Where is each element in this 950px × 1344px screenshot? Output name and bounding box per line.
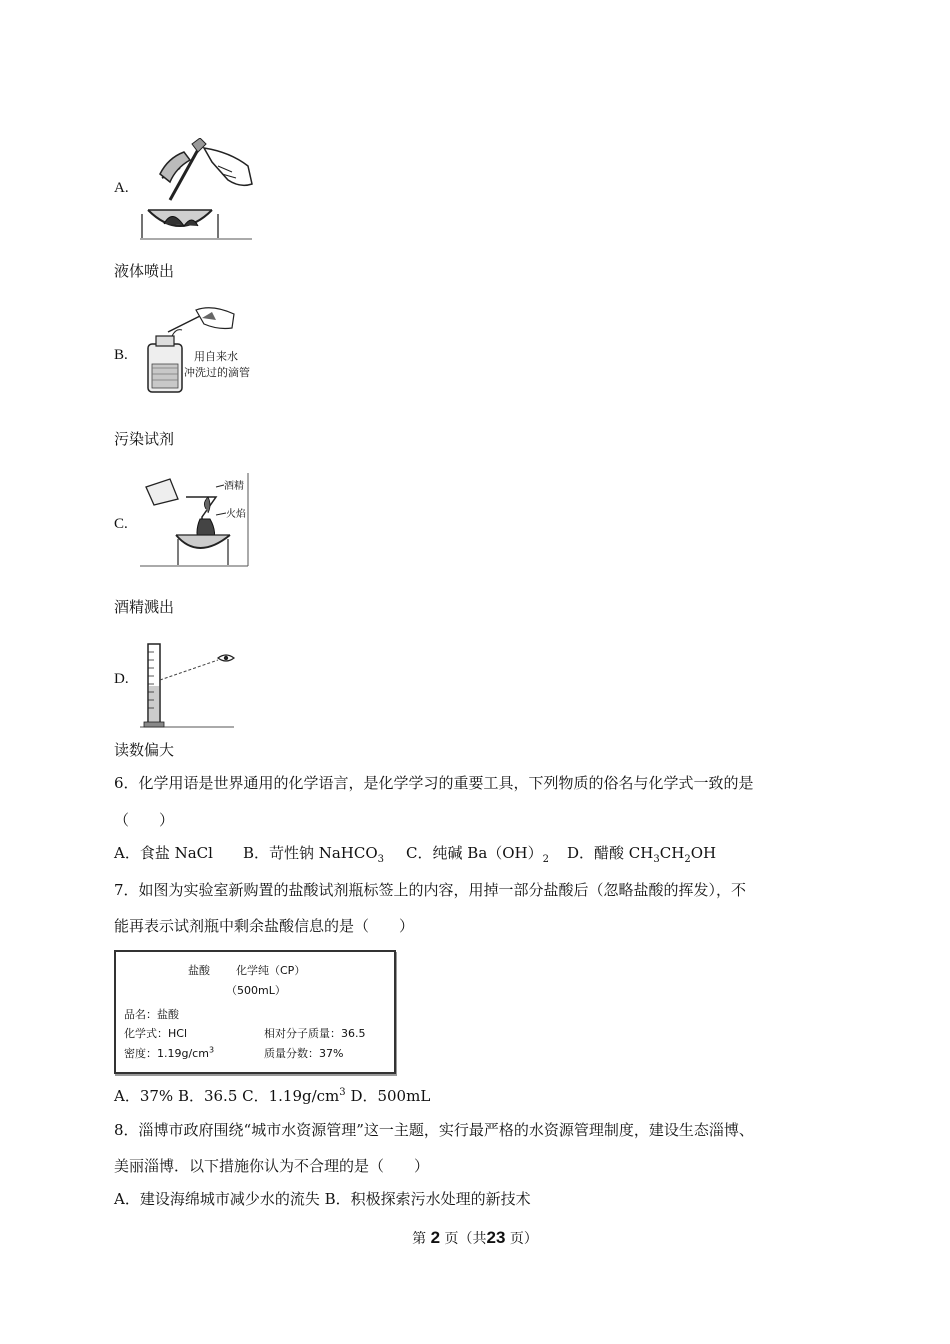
q6-option-b: B．苛性钠 NaHCO$_3$ (242, 844, 385, 865)
page-total: 23 (486, 1228, 506, 1247)
q8-stem-line-2: 美丽淄博．以下措施你认为不合理的是（ ） (114, 1157, 430, 1175)
q8-options-ab: A．建设海绵城市减少水的流失 B．积极探索污水处理的新技术 (114, 1190, 531, 1208)
label-density: 密度：$1.19g/cm^3$ (124, 1045, 215, 1060)
page-footer: 第 2 页（共23 页） (412, 1228, 538, 1247)
caption-d: 读数偏大 (114, 741, 175, 759)
page-number: 2 (430, 1228, 441, 1247)
label-title: 盐酸 (188, 964, 210, 977)
label-formula: 化学式：HCl (124, 1027, 188, 1040)
figure-c-text-1: 酒精 (224, 481, 244, 492)
figure-b-text-2: 冲洗过的滴管 (184, 366, 250, 379)
q7-stem-line-1: 7．如图为实验室新购置的盐酸试剂瓶标签上的内容，用掉一部分盐酸后（忽略盐酸的挥发），不 (114, 881, 747, 899)
label-volume: （500mL） (226, 984, 286, 997)
caption-b: 污染试剂 (114, 430, 175, 448)
q7-stem-line-2: 能再表示试剂瓶中剩余盐酸信息的是（ ） (114, 917, 415, 935)
q6-options (114, 843, 716, 870)
label-grade: 化学纯（CP） (236, 964, 306, 977)
option-d-letter: D. (114, 671, 129, 687)
figure-a-evaporating-dish-stirring (140, 138, 254, 242)
caption-a: 液体喷出 (114, 262, 175, 280)
label-mass-fraction: 质量分数：37% (264, 1047, 344, 1060)
option-b-letter: B. (114, 347, 128, 363)
caption-c: 酒精溅出 (114, 598, 175, 616)
reagent-label-figure (114, 950, 396, 1074)
q6-option-a: A．食盐 NaCl (114, 844, 213, 862)
option-c-letter: C. (114, 516, 128, 532)
figure-c-text-2: 火焰 (226, 509, 246, 520)
q8-stem-line-1: 8．淄博市政府围绕“城市水资源管理”这一主题，实行最严格的水资源管理制度，建设生态淄博、 (114, 1121, 754, 1139)
q6-stem-line-1: 6．化学用语是世界通用的化学语言，是化学学习的重要工具，下列物质的俗名与化学式一致的是 (114, 774, 754, 792)
figure-c-alcohol-lamp-funnel (140, 473, 250, 569)
figure-b-dropper-bottle (142, 306, 268, 396)
label-product-name: 品名：盐酸 (124, 1008, 179, 1021)
figure-b-text-1: 用自来水 (194, 350, 238, 363)
q6-option-d: D．醋酸 $CH_3CH_2OH$ (567, 844, 717, 865)
q6-stem-line-2: （ ） (114, 811, 175, 829)
option-a-letter: A. (114, 180, 129, 196)
figure-d-graduated-cylinder (140, 640, 236, 730)
label-molar-mass: 相对分子质量：36.5 (264, 1027, 366, 1040)
q6-option-c: C．纯碱 $Ba(OH)_2$ (406, 844, 550, 865)
q7-answers: A．37% B．36.5 C．$1.19g/cm^3$ D．500mL (114, 1087, 431, 1105)
